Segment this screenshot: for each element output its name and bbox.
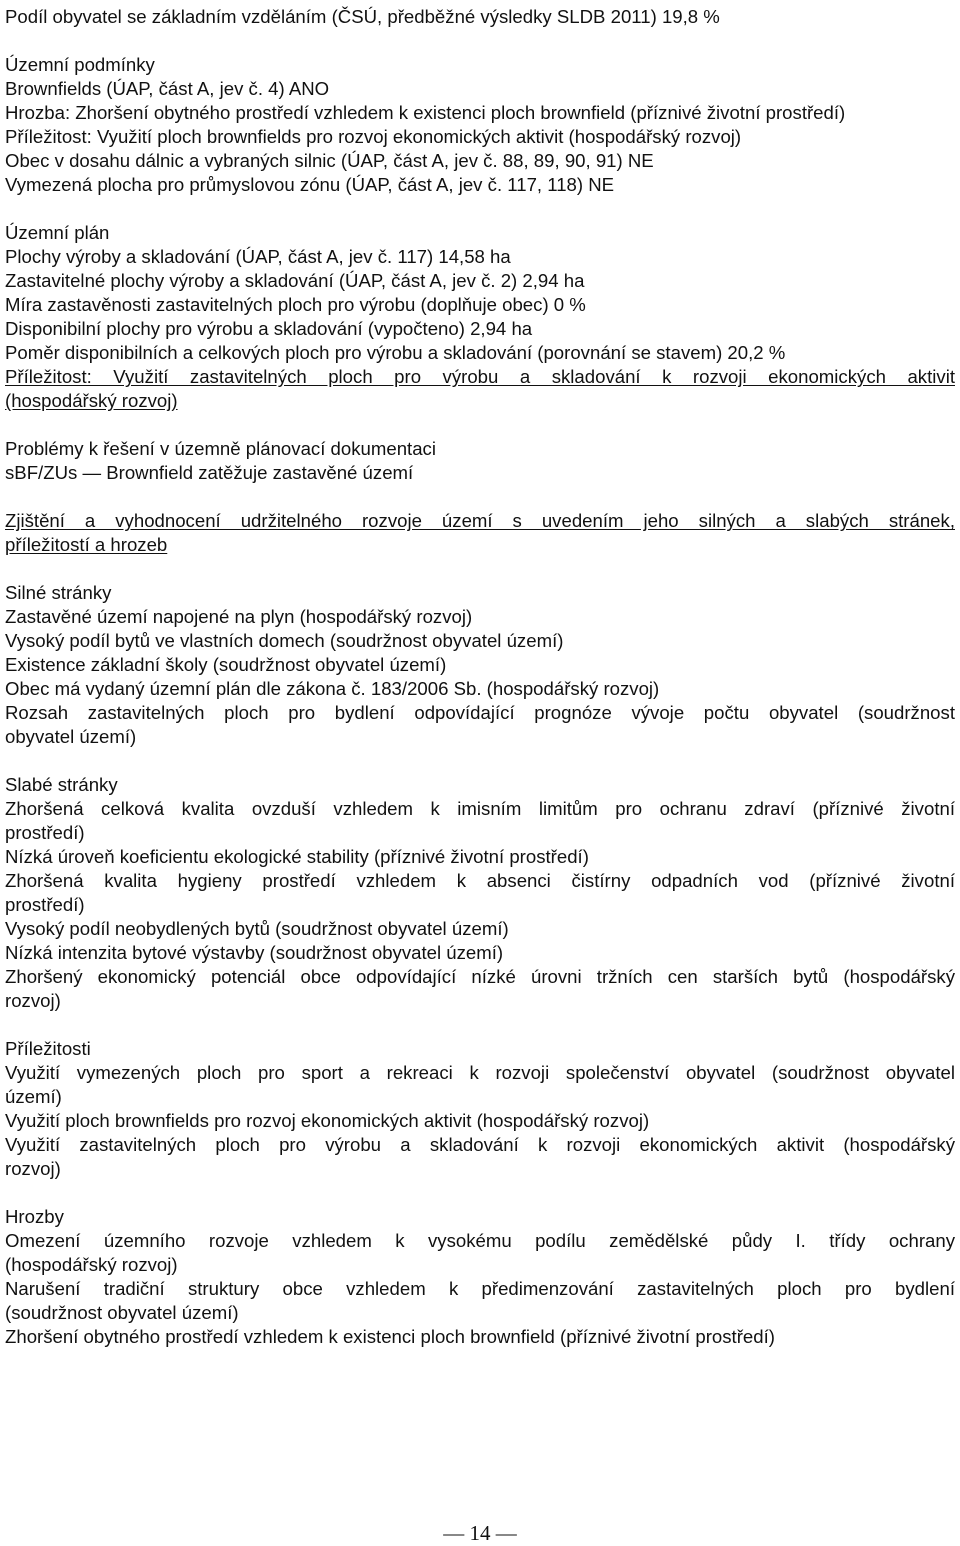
- threat-line: Hrozba: Zhoršení obytného prostředí vzhledem k existenci ploch brownfield (příznivé životní prostředí): [5, 102, 846, 123]
- list-item-cont: prostředí): [5, 894, 85, 915]
- list-item: Zhoršená kvalita hygieny prostředí vzhledem k absenci čistírny odpadních vod (příznivé životní: [5, 870, 955, 891]
- brownfield-problem-line: sBF/ZUs — Brownfield zatěžuje zastavěné území: [5, 462, 414, 483]
- brownfields-line: Brownfields (ÚAP, část A, jev č. 4) ANO: [5, 78, 330, 99]
- section-title-land-use-plan: Územní plán: [5, 222, 110, 243]
- list-item-cont: (soudržnost obyvatel území): [5, 1302, 239, 1323]
- available-areas-line: Disponibilní plochy pro výrobu a skladování (vypočteno) 2,94 ha: [5, 318, 533, 339]
- list-item-cont: rozvoj): [5, 1158, 61, 1179]
- list-item: Obec má vydaný územní plán dle zákona č. 183/2006 Sb. (hospodářský rozvoj): [5, 678, 660, 699]
- highways-line: Obec v dosahu dálnic a vybraných silnic (ÚAP, část A, jev č. 88, 89, 90, 91) NE: [5, 150, 654, 171]
- list-item-cont: obyvatel území): [5, 726, 137, 747]
- ratio-line: Poměr disponibilních a celkových ploch pro výrobu a skladování (porovnání se stavem) 20,2 %: [5, 342, 786, 363]
- list-item: Narušení tradiční struktury obce vzhledem k předimenzování zastavitelných ploch pro bydlení: [5, 1278, 955, 1299]
- section-title-evaluation-cont: příležitostí a hrozeb: [5, 534, 168, 555]
- build-up-rate-line: Míra zastavěnosti zastavitelných ploch pro výrobu (doplňuje obec) 0 %: [5, 294, 586, 315]
- list-item-cont: prostředí): [5, 822, 85, 843]
- production-areas-line: Plochy výroby a skladování (ÚAP, část A, jev č. 117) 14,58 ha: [5, 246, 511, 267]
- list-item-cont: rozvoj): [5, 990, 61, 1011]
- buildable-areas-line: Zastavitelné plochy výroby a skladování (ÚAP, část A, jev č. 2) 2,94 ha: [5, 270, 585, 291]
- list-item: Omezení územního rozvoje vzhledem k vysokému podílu zemědělské půdy I. třídy ochrany: [5, 1230, 955, 1251]
- land-use-opportunity-line: Příležitost: Využití zastavitelných ploch pro výrobu a skladování k rozvoji ekonomických aktivit: [5, 366, 955, 387]
- list-item: Existence základní školy (soudržnost obyvatel území): [5, 654, 447, 675]
- list-item: Nízká úroveň koeficientu ekologické stability (příznivé životní prostředí): [5, 846, 589, 867]
- list-item: Využití zastavitelných ploch pro výrobu a skladování k rozvoji ekonomických aktivit (hospodářský: [5, 1134, 955, 1155]
- list-item: Zhoršená celková kvalita ovzduší vzhledem k imisním limitům pro ochranu zdraví (příznivé životní: [5, 798, 955, 819]
- list-item: Vysoký podíl neobydlených bytů (soudržnost obyvatel území): [5, 918, 509, 939]
- list-item: Rozsah zastavitelných ploch pro bydlení odpovídající prognóze vývoje počtu obyvatel (soudržnost: [5, 702, 955, 723]
- weaknesses-title: Slabé stránky: [5, 774, 118, 795]
- list-item: Nízká intenzita bytové výstavby (soudržnost obyvatel území): [5, 942, 504, 963]
- list-item: Zastavěné území napojené na plyn (hospodářský rozvoj): [5, 606, 473, 627]
- list-item-cont: území): [5, 1086, 62, 1107]
- list-item-cont: (hospodářský rozvoj): [5, 1254, 178, 1275]
- section-title-problems: Problémy k řešení v územně plánovací dokumentaci: [5, 438, 436, 459]
- land-use-opportunity-line-cont: (hospodářský rozvoj): [5, 390, 178, 411]
- list-item: Využití ploch brownfields pro rozvoj ekonomických aktivit (hospodářský rozvoj): [5, 1110, 650, 1131]
- section-title-evaluation: Zjištění a vyhodnocení udržitelného rozvoje území s uvedením jeho silných a slabých stránek,: [5, 510, 955, 531]
- opportunity-line: Příležitost: Využití ploch brownfields pro rozvoj ekonomických aktivit (hospodářský rozvoj): [5, 126, 742, 147]
- page-number: — 14 —: [443, 1521, 517, 1545]
- list-item: Zhoršený ekonomický potenciál obce odpovídající nízké úrovni tržních cen starších bytů (hospodářský: [5, 966, 955, 987]
- education-share-line: Podíl obyvatel se základním vzděláním (ČSÚ, předběžné výsledky SLDB 2011) 19,8 %: [5, 6, 720, 27]
- list-item: Zhoršení obytného prostředí vzhledem k existenci ploch brownfield (příznivé životní prostředí): [5, 1326, 775, 1347]
- industrial-zone-line: Vymezená plocha pro průmyslovou zónu (ÚAP, část A, jev č. 117, 118) NE: [5, 174, 615, 195]
- threats-title: Hrozby: [5, 1206, 64, 1227]
- list-item: Vysoký podíl bytů ve vlastních domech (soudržnost obyvatel území): [5, 630, 564, 651]
- list-item: Využití vymezených ploch pro sport a rekreaci k rozvoji společenství obyvatel (soudržnost obyvatel: [5, 1062, 955, 1083]
- section-title-territorial-conditions: Územní podmínky: [5, 54, 155, 75]
- strengths-title: Silné stránky: [5, 582, 112, 603]
- opportunities-title: Příležitosti: [5, 1038, 91, 1059]
